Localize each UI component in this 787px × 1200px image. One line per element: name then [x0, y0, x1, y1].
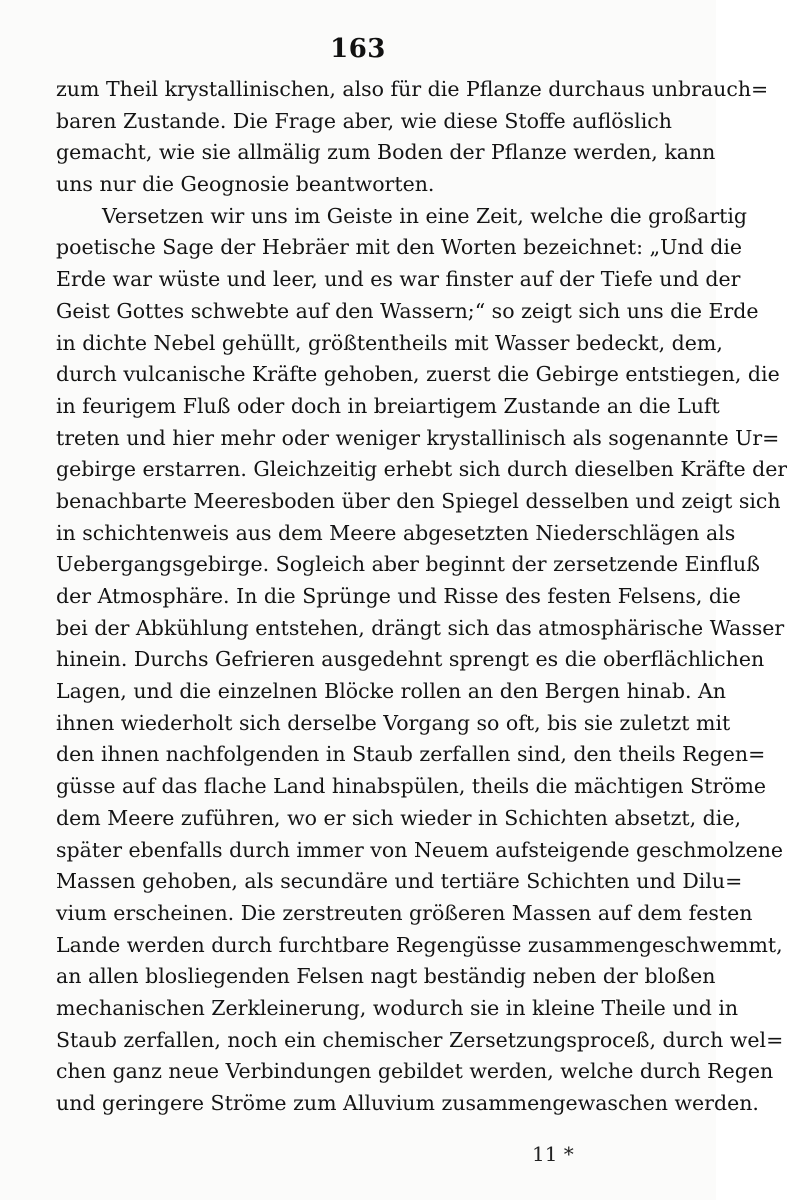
signature-mark: 11 * — [532, 1142, 574, 1166]
text-line: zum Theil krystallinischen, also für die Pflanze durchaus unbrauch= — [56, 77, 769, 101]
text-line: später ebenfalls durch immer von Neuem aufsteigende geschmolzene — [56, 837, 784, 862]
text-line: Staub zerfallen, noch ein chemischer Zersetzungsproceß, durch wel= — [56, 1027, 784, 1052]
paragraph-1 — [56, 74, 769, 201]
text-line: an allen blosliegenden Felsen nagt beständig neben der bloßen — [56, 964, 716, 989]
body-text — [56, 74, 787, 1120]
text-line: chen ganz neue Verbindungen gebildet werden, welche durch Regen — [56, 1059, 774, 1084]
text-line: in dichte Nebel gehüllt, größtentheils mit Wasser bedeckt, dem, — [56, 330, 723, 355]
text-line: Versetzen wir uns im Geiste in eine Zeit, welche die großartig — [102, 203, 748, 228]
text-line: Massen gehoben, als secundäre und tertiäre Schichten und Dilu= — [56, 869, 743, 894]
text-line: gemacht, wie sie allmälig zum Boden der Pflanze werden, kann — [56, 140, 716, 165]
text-line: gebirge erstarren. Gleichzeitig erhebt sich durch dieselben Kräfte der — [56, 457, 787, 482]
text-line: in schichtenweis aus dem Meere abgesetzten Niederschlägen als — [56, 520, 736, 545]
text-line: ihnen wiederholt sich derselbe Vorgang so oft, bis sie zuletzt mit — [56, 710, 731, 735]
text-line: bei der Abkühlung entstehen, drängt sich das atmosphärische Wasser — [56, 615, 785, 640]
page-number: 163 — [330, 34, 386, 64]
text-line: Uebergangsgebirge. Sogleich aber beginnt der zersetzende Einfluß — [56, 552, 760, 577]
text-line: uns nur die Geognosie beantworten. — [56, 172, 435, 197]
paragraph-2 — [56, 201, 787, 1120]
text-line: treten und hier mehr oder weniger krystallinisch als sogenannte Ur= — [56, 425, 780, 450]
text-line: dem Meere zuführen, wo er sich wieder in Schichten absetzt, die, — [56, 805, 741, 830]
text-line: baren Zustande. Die Frage aber, wie diese Stoffe auflöslich — [56, 108, 672, 133]
text-line: der Atmosphäre. In die Sprünge und Risse des festen Felsens, die — [56, 584, 741, 608]
text-line: mechanischen Zerkleinerung, wodurch sie in kleine Theile und in — [56, 995, 739, 1020]
text-line: den ihnen nachfolgenden in Staub zerfallen sind, den theils Regen= — [56, 742, 766, 767]
text-line: vium erscheinen. Die zerstreuten größeren Massen auf dem festen — [56, 900, 753, 925]
text-line: und geringere Ströme zum Alluvium zusammengewaschen werden. — [56, 1091, 759, 1115]
text-line: durch vulcanische Kräfte gehoben, zuerst die Gebirge entstiegen, die — [56, 362, 780, 387]
text-line: poetische Sage der Hebräer mit den Worten bezeichnet: „Und die — [56, 235, 743, 260]
text-line: in feurigem Fluß oder doch in breiartigem Zustande an die Luft — [56, 393, 720, 418]
text-line: güsse auf das flache Land hinabspülen, theils die mächtigen Ströme — [56, 774, 767, 799]
text-line: benachbarte Meeresboden über den Spiegel desselben und zeigt sich — [56, 488, 781, 513]
text-line: hinein. Durchs Gefrieren ausgedehnt sprengt es die oberflächlichen — [56, 647, 765, 672]
text-line: Lande werden durch furchtbare Regengüsse zusammengeschwemmt, — [56, 932, 783, 957]
text-line: Erde war wüste und leer, und es war finster auf der Tiefe und der — [56, 267, 741, 292]
text-line: Geist Gottes schwebte auf den Wassern;“ so zeigt sich uns die Erde — [56, 298, 759, 323]
text-line: Lagen, und die einzelnen Blöcke rollen an den Bergen hinab. An — [56, 679, 726, 704]
